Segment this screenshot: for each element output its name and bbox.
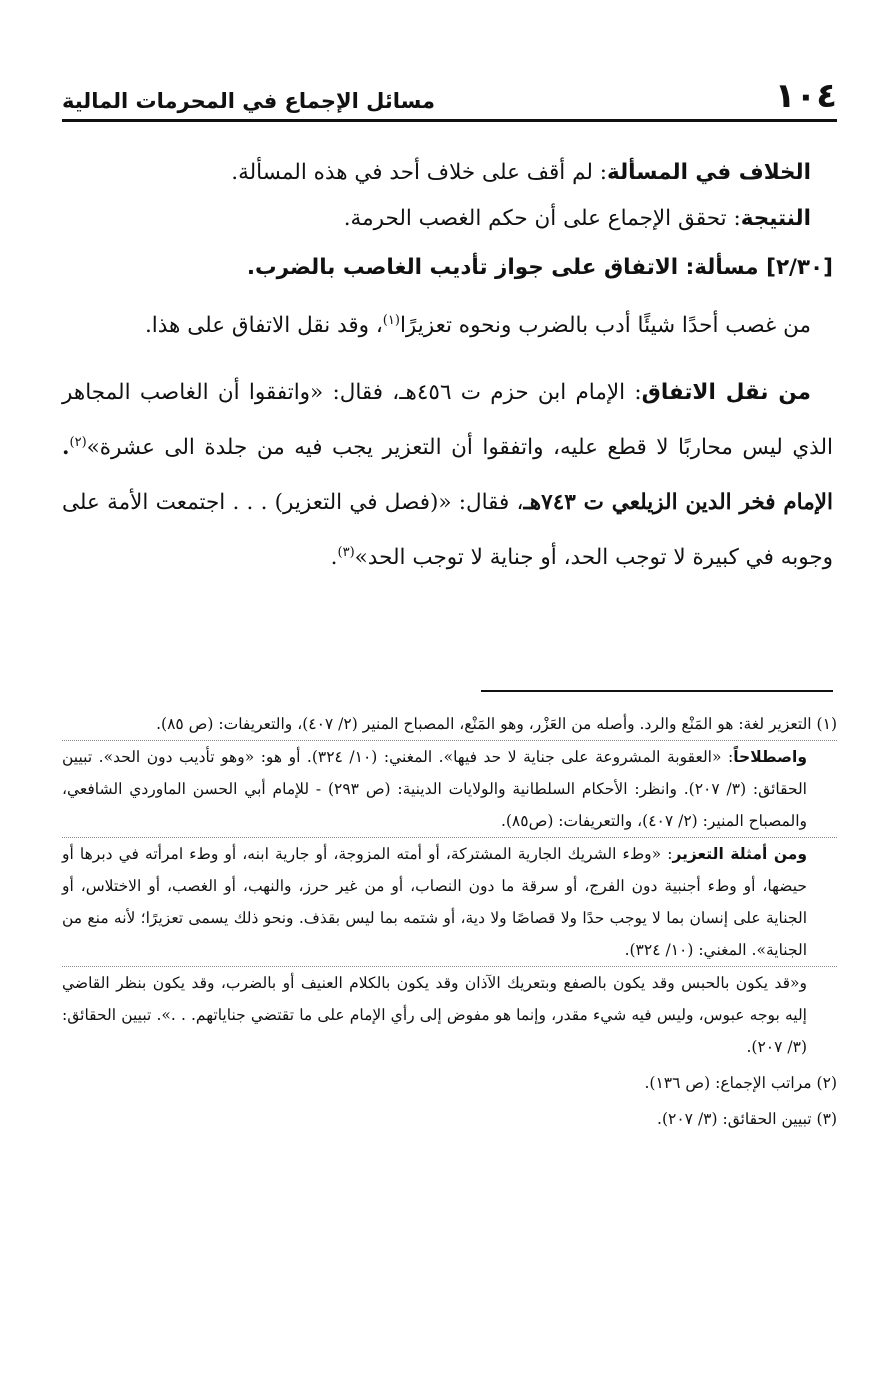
paragraph-2-text-a: : الإمام ابن حزم ت ٤٥٦هـ، فقال: «واتفقوا أن الغاصب المجاهر الذي ليس محاربًا لا قطع عليه، واتفقوا أن التعزير يجب فيه من جلدة الى عشرة» bbox=[62, 380, 833, 460]
main-text bbox=[62, 150, 833, 585]
footnote-2-number: (٢) bbox=[816, 1074, 837, 1092]
footnote-1-text: التعزير لغة: هو المَنْع والرد. وأصله من العَزْر، وهو المَنْع، المصباح المنير (٢/ ٤٠٧)، والتعريفات: (ص ٨٥). bbox=[156, 715, 812, 733]
paragraph-1-text-a: من غصب أحدًا شيئًا أدب بالضرب ونحوه تعزيرًا bbox=[399, 313, 811, 338]
khilaf-label: الخلاف في المسألة bbox=[607, 160, 811, 185]
paragraph-2 bbox=[62, 365, 833, 585]
footnote-2 bbox=[62, 1067, 837, 1099]
natija-line bbox=[62, 196, 833, 242]
running-title: مسائل الإجماع في المحرمات المالية bbox=[62, 89, 435, 113]
footnote-ref-1[interactable]: (١) bbox=[382, 312, 400, 328]
footnote-1-number: (١) bbox=[816, 715, 837, 733]
khilaf-line bbox=[62, 150, 833, 196]
footnotes bbox=[62, 708, 837, 1135]
footnote-1-examples-label: ومن أمثلة التعزير bbox=[672, 845, 807, 863]
footnote-1-examples bbox=[62, 837, 837, 966]
issue-heading: [٢/٣٠] مسألة: الاتفاق على جواز تأديب الغاصب بالضرب. bbox=[246, 255, 833, 280]
paragraph-1 bbox=[62, 298, 833, 353]
khilaf-text: : لم أقف على خلاف أحد في هذه المسألة. bbox=[231, 160, 608, 185]
paragraph-2-lead-2: . الإمام فخر الدين الزيلعي ت ٧٤٣هـ bbox=[62, 435, 833, 515]
footnote-3-number: (٣) bbox=[816, 1110, 837, 1128]
header-rule bbox=[62, 119, 837, 122]
paragraph-1-text-b: ، وقد نقل الاتفاق على هذا. bbox=[144, 313, 383, 338]
paragraph-2-end: . bbox=[330, 545, 338, 570]
running-header bbox=[62, 76, 837, 116]
footnote-1 bbox=[62, 708, 837, 740]
footnote-3 bbox=[62, 1103, 837, 1135]
paragraph-2-lead: من نقل الاتفاق bbox=[641, 380, 811, 405]
footnote-ref-3[interactable]: (٣) bbox=[337, 544, 355, 560]
page-number: ١٠٤ bbox=[774, 76, 837, 116]
footnote-1-istilah-text: : «العقوبة المشروعة على جناية لا حد فيها». المغني: (١٠/ ٣٢٤). أو هو: «وهو تأديب دون الحد». تبيين الحقائق: (٣/ ٢٠٧). وانظر: الأحكام السلطانية والولايات الدينية: (ص ٢٩٣) - للإمام أبي الحسن الماوردي الشافعي، والمصباح المنير: (٢/ ٤٠٧)، والتعريفات: (ص٨٥). bbox=[62, 748, 807, 830]
footnote-1-last: و«قد يكون بالحبس وقد يكون بالصفع وبتعريك الآذان وقد يكون بالكلام العنيف أو بالضرب، وقد يكون بنظر القاضي إليه بوجه عبوس، وليس فيه شيء مقدر، وإنما هو مفوض إلى رأي الإمام على ما تقتضي جناياتهم. . .». تبيين الحقائق: (٣/ ٢٠٧). bbox=[62, 966, 837, 1063]
footnote-separator bbox=[481, 690, 833, 692]
natija-label: النتيجة bbox=[740, 206, 811, 231]
footnote-3-text: تبيين الحقائق: (٣/ ٢٠٧). bbox=[657, 1110, 812, 1128]
footnote-1-examples-text: : «وطء الشريك الجارية المشتركة، أو أمته المزوجة، أو جارية ابنه، أو وطء امرأته في دبرها أو حيضها، أو وطء أجنبية دون الفرج، أو سرقة ما دون النصاب، أو من غير حرز، والنهب، أو الغصب، أو الاختلاس، أو الجناية على إنسان بما لا يوجب حدًا ولا قصاصًا ولا دية، أو شتمه بما ليس بقذف. ونحو ذلك يسمى تعزيرًا؛ لأنه منع من الجناية». المغني: (١٠/ ٣٢٤). bbox=[62, 845, 808, 959]
footnote-1-istilah-label: واصطلاحاً bbox=[733, 748, 807, 766]
footnote-2-text: مراتب الإجماع: (ص ١٣٦). bbox=[644, 1074, 812, 1092]
footnote-ref-2[interactable]: (٢) bbox=[69, 434, 87, 450]
natija-text: : تحقق الإجماع على أن حكم الغصب الحرمة. bbox=[343, 206, 741, 231]
paragraph-2-text-b: ، فقال: «(فصل في التعزير) . . . اجتمعت الأمة على وجوبه في كبيرة لا توجب الحد، أو جناية لا توجب الحد» bbox=[62, 490, 833, 570]
footnote-1-istilah bbox=[62, 740, 837, 837]
